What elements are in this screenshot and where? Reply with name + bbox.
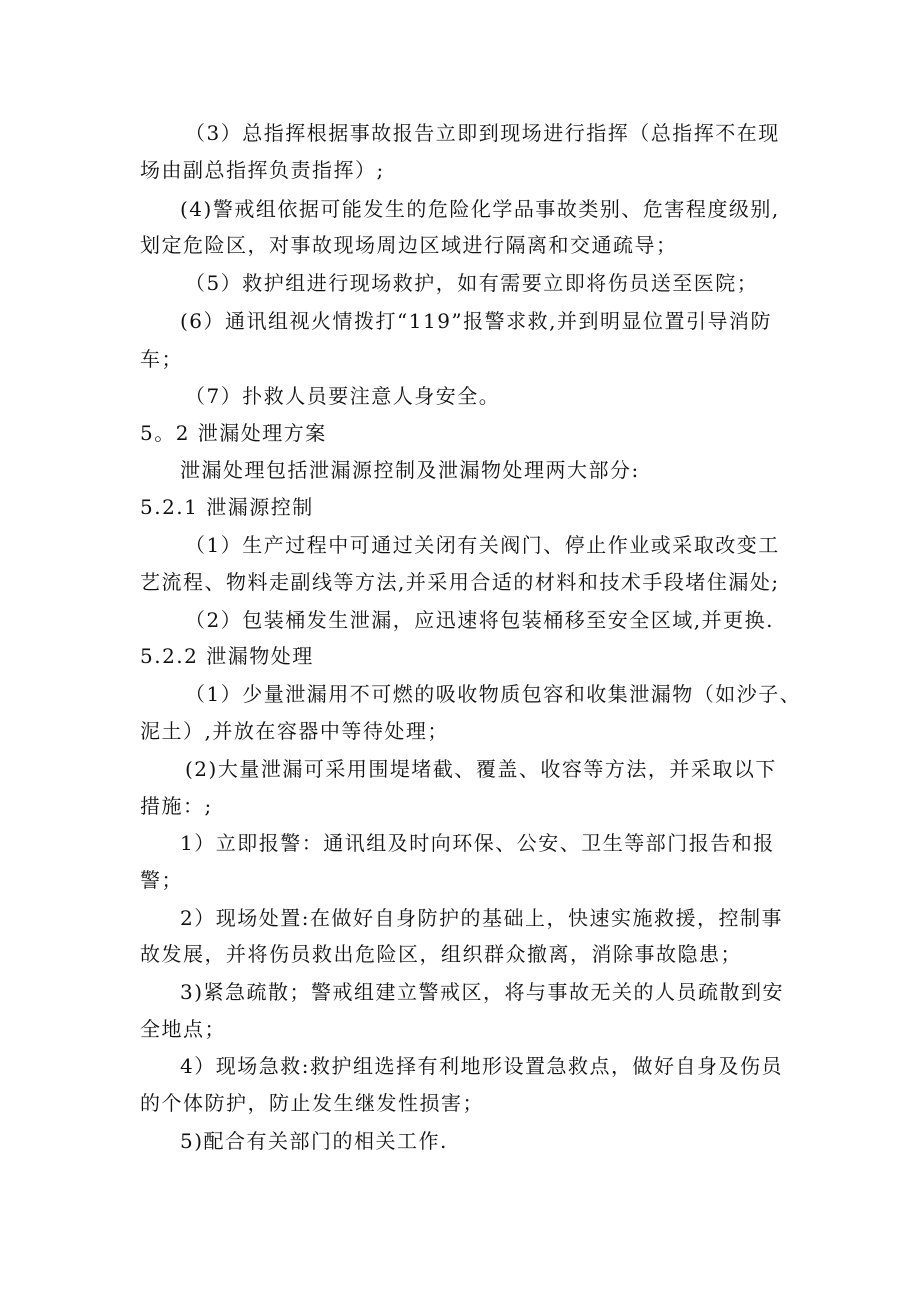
paragraph-line: 故发展，并将伤员救出危险区，组织群众撤离，消除事故隐患； — [140, 942, 742, 966]
paragraph-line: （7）扑救人员要注意人身安全。 — [185, 384, 501, 408]
paragraph-line: (6）通讯组视火情拨打“119”报警求救,并到明显位置引导消防 — [180, 309, 773, 333]
paragraph-line: 泄漏处理包括泄漏源控制及泄漏物处理两大部分: — [180, 458, 640, 482]
subsection-heading: 5.2.1 泄漏源控制 — [140, 495, 314, 519]
paragraph-line: （5）救护组进行现场救护，如有需要立即将伤员送至医院； — [185, 271, 759, 295]
paragraph-line: 3)紧急疏散；警戒组建立警戒区，将与事故无关的人员疏散到安 — [180, 980, 785, 1004]
subsection-heading: 5.2.2 泄漏物处理 — [140, 644, 314, 668]
paragraph-line: 5)配合有关部门的相关工作. — [180, 1129, 448, 1153]
section-heading: 5。2 泄漏处理方案 — [140, 421, 327, 445]
paragraph-line: 泥土）,并放在容器中等待处理； — [140, 719, 449, 743]
paragraph-line: （2）包装桶发生泄漏，应迅速将包装桶移至安全区域,并更换. — [185, 608, 774, 632]
paragraph-line: 艺流程、物料走副线等方法,并采用合适的材料和技术手段堵住漏处; — [140, 570, 780, 594]
paragraph-line: (4)警戒组依据可能发生的危险化学品事故类别、危害程度级别, — [180, 197, 780, 221]
paragraph-line: 的个体防护，防止发生继发性损害； — [140, 1091, 484, 1115]
paragraph-line: 4）现场急救:救护组选择有利地形设置急救点，做好自身及伤员 — [180, 1054, 783, 1078]
paragraph-line: 车； — [140, 347, 183, 371]
paragraph-line: （3）总指挥根据事故报告立即到现场进行指挥（总指挥不在现 — [185, 121, 780, 145]
paragraph-line: （1）少量泄漏用不可燃的吸收物质包容和收集泄漏物（如沙子、 — [185, 682, 802, 706]
paragraph-line: 划定危险区，对事故现场周边区域进行隔离和交通疏导； — [140, 233, 678, 257]
paragraph-line: 1）立即报警：通讯组及时向环保、公安、卫生等部门报告和报 — [180, 831, 775, 855]
paragraph-line: 警； — [140, 868, 183, 892]
paragraph-line: 2）现场处置:在做好自身防护的基础上，快速实施救援，控制事 — [180, 906, 783, 930]
paragraph-line: 全地点； — [140, 1017, 226, 1041]
paragraph-line: 场由副总指挥负责指挥）; — [140, 158, 385, 182]
paragraph-line: （1）生产过程中可通过关闭有关阀门、停止作业或采取改变工 — [185, 533, 780, 557]
paragraph-line: (2)大量泄漏可采用围堤堵截、覆盖、收容等方法，并采取以下 — [185, 757, 777, 781]
paragraph-line: 措施：; — [140, 794, 213, 818]
